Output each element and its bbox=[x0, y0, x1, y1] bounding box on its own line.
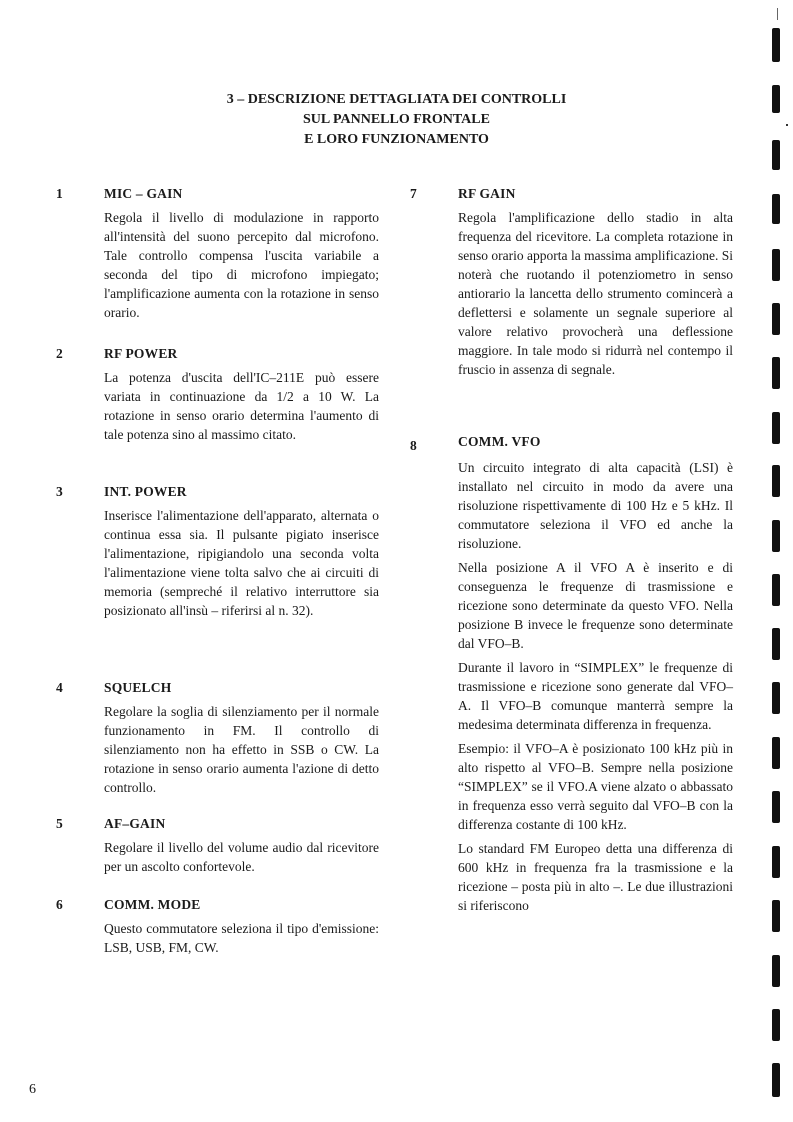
section-heading: AF–GAIN bbox=[104, 816, 166, 831]
edge-mark bbox=[772, 140, 780, 170]
section-number: 5 bbox=[56, 816, 63, 831]
edge-mark bbox=[772, 955, 780, 987]
edge-mark bbox=[772, 357, 780, 389]
section-number: 1 bbox=[56, 186, 63, 201]
title-line-3: E LORO FUNZIONAMENTO bbox=[304, 132, 489, 147]
paragraph: Un circuito integrato di alta capacità (LSI) è installato nel circuito in modo da avere una risoluzione rispettivamente di 100 Hz e 5 kHz. Il commutatore seleziona il VFO ed anche la risoluzione. bbox=[458, 460, 733, 551]
section-heading: COMM. VFO bbox=[458, 434, 541, 449]
section-body bbox=[104, 506, 379, 625]
paragraph: Regola l'amplificazione dello stadio in alta frequenza del ricevitore. La completa rotazione in senso orario apporta la massima amplificazione. Si noterà che ruotando il potenziometro in senso antiorario la lancetta dello strumento comincerà a deflettersi e solamente un segnale superiore al valore relativo provocherà una deflessione maggiore. In tale modo si ridurrà nel contempo il fruscio in assenza di segnale. bbox=[458, 210, 733, 377]
edge-mark bbox=[772, 465, 780, 497]
section-body bbox=[104, 702, 379, 802]
paragraph: La potenza d'uscita dell'IC–211E può essere variata in continuazione da 1/2 a 10 W. La rotazione in senso orario determina l'aumento di tale potenza sino al massimo citato. bbox=[104, 370, 379, 442]
section-heading: MIC – GAIN bbox=[104, 186, 183, 201]
section-heading: RF GAIN bbox=[458, 186, 516, 201]
edge-mark bbox=[772, 900, 780, 932]
paragraph: Regolare la soglia di silenziamento per il normale funzionamento in FM. Il controllo di silenziamento non ha effetto in SSB o CW. La rotazione in senso orario aumenta l'azione di detto controllo. bbox=[104, 704, 379, 795]
section-body bbox=[104, 208, 379, 327]
section-number: 4 bbox=[56, 680, 63, 695]
edge-mark bbox=[772, 737, 780, 769]
section-number: 6 bbox=[56, 897, 63, 912]
edge-mark bbox=[772, 28, 780, 62]
paragraph: Questo commutatore seleziona il tipo d'emissione: LSB, USB, FM, CW. bbox=[104, 921, 379, 955]
section-body bbox=[104, 838, 379, 881]
paragraph: Nella posizione A il VFO A è inserito e di conseguenza le frequenze di trasmissione e ricezione sono determinate da questo VFO. Nella posizione B invece le frequenze sono determinate dal VFO–B. bbox=[458, 560, 733, 651]
page-number: 6 bbox=[29, 1082, 36, 1097]
title-line-1: 3 – DESCRIZIONE DETTAGLIATA DEI CONTROLLI bbox=[226, 92, 567, 107]
edge-mark bbox=[772, 1063, 780, 1097]
edge-mark bbox=[777, 8, 778, 20]
paragraph: Esempio: il VFO–A è posizionato 100 kHz più in alto rispetto al VFO–B. Sempre nella posizione “SIMPLEX” se il VFO.A viene alzato o abbassato in frequenza esso verrà seguito dal VFO–B con la differenza costante di 100 kHz. bbox=[458, 741, 733, 832]
title-line-2: SUL PANNELLO FRONTALE bbox=[303, 112, 490, 127]
section-heading: RF POWER bbox=[104, 346, 178, 361]
paragraph: Lo standard FM Europeo detta una differenza di 600 kHz in frequenza fra la trasmissione e la ricezione – posta più in alto –. Le due illustrazioni si riferiscono bbox=[458, 841, 733, 913]
section-number: 7 bbox=[410, 186, 417, 201]
section-heading: INT. POWER bbox=[104, 484, 187, 499]
section-body bbox=[458, 458, 733, 920]
edge-mark bbox=[772, 194, 780, 224]
edge-mark bbox=[772, 846, 780, 878]
edge-mark bbox=[772, 303, 780, 335]
edge-mark bbox=[772, 628, 780, 660]
paragraph: Regola il livello di modulazione in rapporto all'intensità del suono percepito dal microfono. Tale controllo compensa l'uscita variabile a seconda del tipo di microfono impiegato; l'amplificazione aumenta con la rotazione in senso orario. bbox=[104, 210, 379, 320]
section-number: 8 bbox=[410, 438, 417, 453]
section-body bbox=[104, 368, 379, 449]
edge-mark bbox=[772, 682, 780, 714]
paragraph: Regolare il livello del volume audio dal ricevitore per un ascolto confortevole. bbox=[104, 840, 379, 874]
edge-mark bbox=[772, 791, 780, 823]
section-number: 3 bbox=[56, 484, 63, 499]
paragraph: Inserisce l'alimentazione dell'apparato, alternata o continua essa sia. Il pulsante pigiato inserisce l'alimentazione, ripigiandolo una seconda volta l'alimentazione viene tolta salvo che ai circuiti di memoria (sempreché il relativo interruttore sia posizionato all'insù – riferirsi al n. 32). bbox=[104, 508, 379, 618]
section-body bbox=[104, 919, 379, 962]
paragraph: Durante il lavoro in “SIMPLEX” le frequenze di trasmissione e ricezione sono generate dal VFO–A. Il VFO–B comunque manterrà sempre la medesima determinata differenza in frequenza. bbox=[458, 660, 733, 732]
edge-mark bbox=[772, 520, 780, 552]
section-heading: COMM. MODE bbox=[104, 897, 201, 912]
edge-mark bbox=[772, 574, 780, 606]
edge-mark bbox=[772, 412, 780, 444]
section-number: 2 bbox=[56, 346, 63, 361]
edge-mark bbox=[772, 1009, 780, 1041]
edge-mark bbox=[772, 249, 780, 281]
section-heading: SQUELCH bbox=[104, 680, 172, 695]
page-title bbox=[0, 90, 793, 150]
edge-mark bbox=[772, 85, 780, 113]
section-body bbox=[458, 208, 733, 384]
edge-mark bbox=[786, 124, 788, 126]
